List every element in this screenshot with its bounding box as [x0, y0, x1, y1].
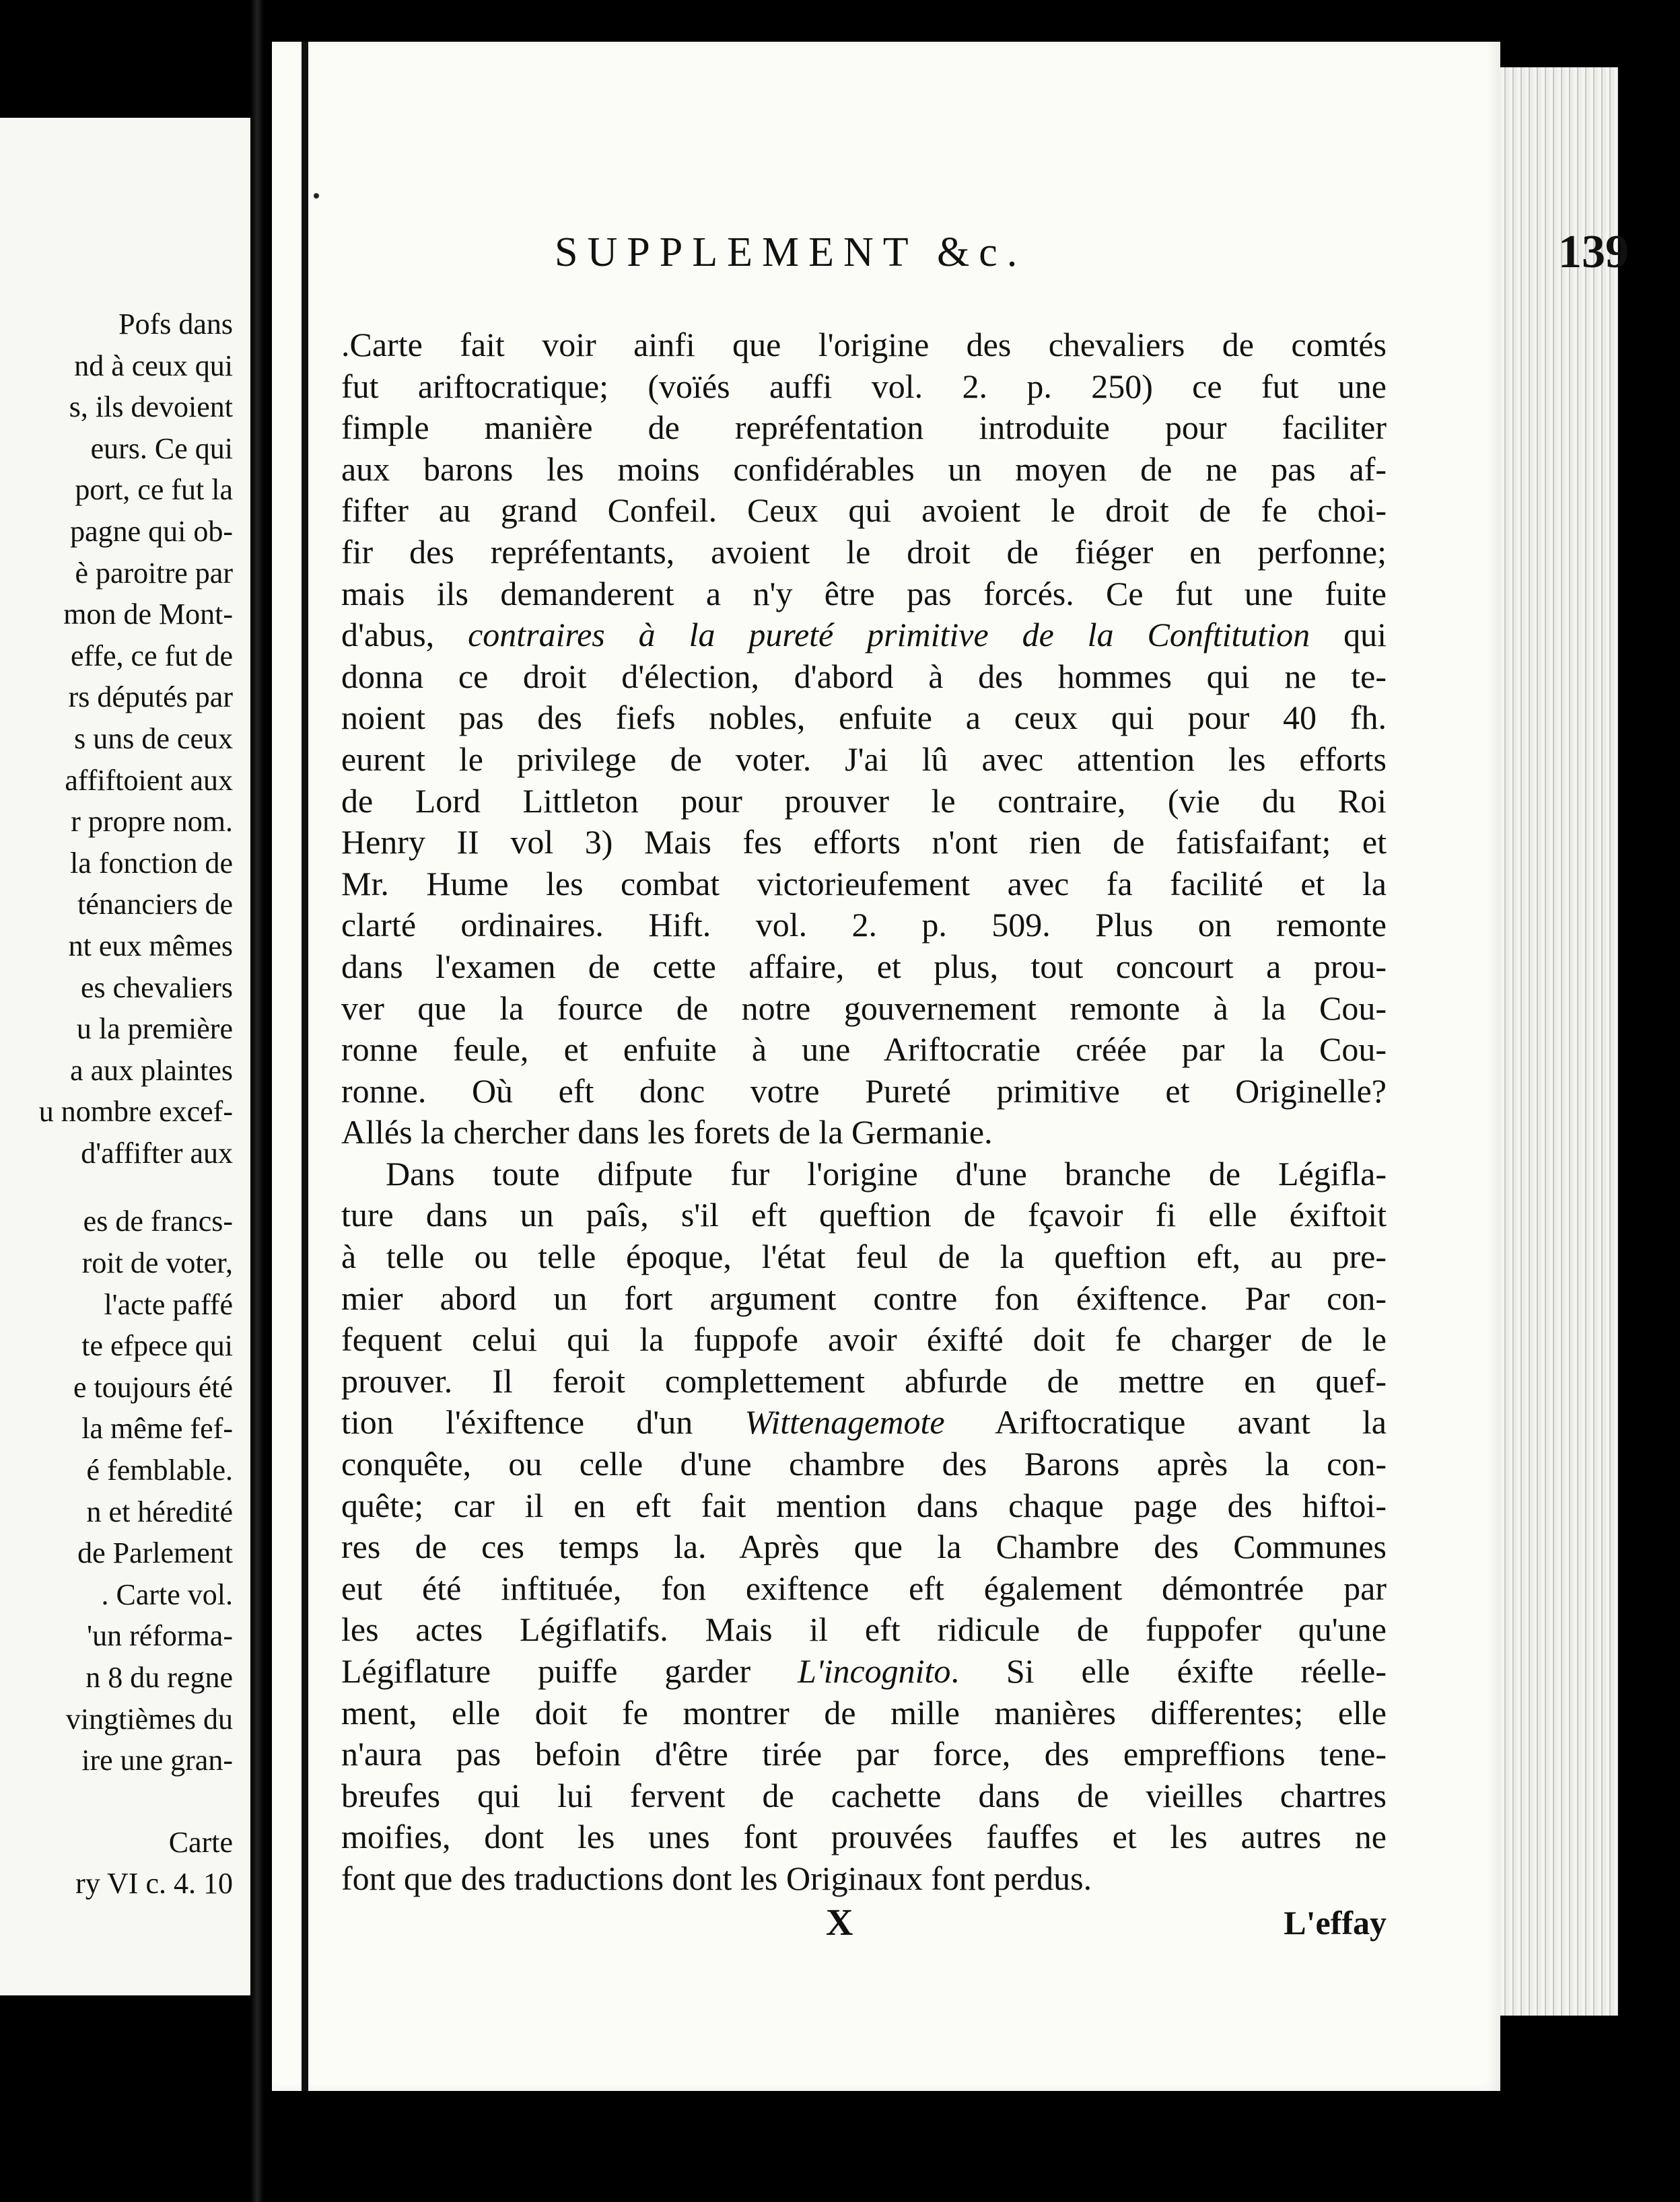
text-line: ture dans un paîs, s'il eft queftion de fçavoir fi elle éxiftoit	[341, 1196, 1387, 1234]
running-header	[555, 215, 1629, 289]
left-page-line: 'un réforma-	[87, 1619, 233, 1653]
ink-speck	[314, 193, 319, 199]
left-page-line: Pofs dans	[118, 308, 233, 341]
text-line: ment, elle doit fe montrer de mille manières differentes; elle	[341, 1693, 1387, 1732]
signature-mark: X	[826, 1902, 853, 1944]
left-page-line: r propre nom.	[71, 805, 233, 839]
italic-phrase: Wittenagemote	[744, 1403, 945, 1442]
page-binding-shadow	[302, 42, 308, 2091]
left-page-line: u nombre excef-	[38, 1095, 233, 1129]
running-title: SUPPLEMENT &c.	[555, 229, 1027, 275]
text-line: fifter au grand Confeil. Ceux qui avoient le droit de fe choi-	[341, 491, 1387, 530]
left-page-line: a aux plaintes	[70, 1053, 233, 1087]
left-page-line: è paroitre par	[75, 556, 233, 590]
text-line: ronne. Où eft donc votre Pureté primitive et Originelle?	[341, 1071, 1387, 1110]
left-page-line: vingtièmes du	[65, 1702, 233, 1736]
left-page-line: port, ce fut la	[75, 473, 233, 507]
left-page-line: affiftoient aux	[65, 763, 233, 797]
catchword: L'effay	[1284, 1904, 1387, 1942]
left-page-line: nd à ceux qui	[74, 349, 233, 382]
left-page-line: te efpece qui	[81, 1329, 233, 1363]
text-line: quête; car il en eft fait mention dans chaque page des hiftoi-	[341, 1486, 1387, 1524]
text-line: mais ils demanderent a n'y être pas forcés. Ce fut une fuite	[341, 574, 1387, 612]
italic-phrase: L'incognito	[798, 1652, 951, 1690]
left-page-line: nt eux mêmes	[68, 929, 233, 962]
text-line: de Lord Littleton pour prouver le contraire, (vie du Roi	[341, 781, 1387, 820]
left-page-line: é femblable.	[86, 1454, 233, 1487]
page-footer	[341, 1899, 1387, 1946]
text-line: fut ariftocratique; (voïés auffi vol. 2. p. 250) ce fut une	[341, 367, 1387, 405]
text-line: eut été inftituée, fon exiftence eft également démontrée par	[341, 1569, 1387, 1607]
text-line: font que des traductions dont les Originaux font perdus.	[341, 1859, 1092, 1897]
text-line: donna ce droit d'élection, d'abord à des hommes qui ne te-	[341, 657, 1387, 695]
left-page-line: pagne qui ob-	[70, 514, 233, 548]
book-gutter	[250, 0, 264, 2202]
text-line: les actes Légiflatifs. Mais il eft ridicule de fuppofer qu'une	[341, 1610, 1387, 1649]
text-line: fir des repréfentants, avoient le droit de fiéger en perfonne;	[341, 532, 1387, 571]
text-line: ronne feule, et enfuite à une Ariftocratie créée par la Cou-	[341, 1030, 1387, 1069]
text-line: conquête, ou celle d'une chambre des Barons après la con-	[341, 1445, 1387, 1483]
left-page-line: s uns de ceux	[74, 721, 233, 755]
text-line: ver que la fource de notre gouvernement remonte à la Cou-	[341, 989, 1387, 1027]
text-line: mier abord un fort argument contre fon éxiftence. Par con-	[341, 1279, 1387, 1317]
left-page-catchword: Carte	[168, 1825, 233, 1859]
left-page-line: e toujours été	[73, 1370, 233, 1404]
text-line: dans l'examen de cette affaire, et plus, tout concourt a prou-	[341, 947, 1387, 985]
text-line: Allés la chercher dans les forets de la Germanie.	[341, 1113, 993, 1151]
left-page-line: la même fef-	[81, 1412, 233, 1446]
body-text	[341, 324, 1387, 1900]
text-line: aux barons les moins confidérables un moyen de ne pas af-	[341, 450, 1387, 488]
left-page-line	[0, 1174, 250, 1201]
left-page-line: de Parlement	[77, 1536, 233, 1570]
left-page-line: . Carte vol.	[101, 1577, 233, 1611]
text-line: .Carte fait voir ainfi que l'origine des chevaliers de comtés	[341, 326, 1387, 363]
left-page-line: la fonction de	[70, 846, 233, 880]
text-line: fequent celui qui la fuppofe avoir éxifté doit fe charger de le	[341, 1320, 1387, 1359]
text-line: fimple manière de repréfentation introduite pour faciliter	[341, 409, 1387, 447]
italic-phrase: contraires à la pureté primitive de la Conftitution	[468, 616, 1310, 654]
text-line: noient pas des fiefs nobles, enfuite a ceux qui pour 40 fh.	[341, 699, 1387, 737]
left-page-line: d'affifter aux	[81, 1136, 233, 1170]
left-page-line: effe, ce fut de	[70, 639, 233, 672]
text-line: tion l'éxiftence d'un Wittenagemote Ariftocratique avant la	[341, 1403, 1387, 1442]
text-line: Dans toute difpute fur l'origine d'une branche de Légifla-	[386, 1154, 1387, 1193]
text-line: moifies, dont les unes font prouvées fauffes et les autres ne	[341, 1818, 1387, 1856]
left-page-line: u la première	[76, 1012, 233, 1046]
text-line: à telle ou telle époque, l'état feul de la queftion eft, au pre-	[341, 1238, 1387, 1276]
left-page-line: eurs. Ce qui	[90, 431, 233, 465]
left-page-line: n 8 du regne	[85, 1661, 233, 1694]
left-page-line: mon de Mont-	[63, 598, 233, 631]
text-line: clarté ordinaires. Hift. vol. 2. p. 509. Plus on remonte	[341, 906, 1387, 944]
text-line: prouver. Il feroit complettement abfurde de mettre en quef-	[341, 1361, 1387, 1400]
text-line: Henry II vol 3) Mais fes efforts n'ont rien de fatisfaifant; et	[341, 823, 1387, 861]
text-line: breufes qui lui fervent de cachette dans de vieilles chartres	[341, 1776, 1387, 1814]
text-line: eurent le privilege de voter. J'ai lû avec attention les efforts	[341, 740, 1387, 778]
text-line: Légiflature puiffe garder L'incognito. Si elle éxifte réelle-	[341, 1652, 1387, 1690]
left-page-footnote: ry VI c. 4. 10	[75, 1867, 233, 1901]
text-line: res de ces temps la. Après que la Chambre des Communes	[341, 1528, 1387, 1566]
left-page-line: n et héredité	[86, 1495, 233, 1528]
text-line: Mr. Hume les combat victorieufement avec fa facilité et la	[341, 864, 1387, 902]
left-page-line: es chevaliers	[81, 970, 233, 1004]
left-page-line: es de francs-	[83, 1205, 233, 1238]
left-page-line: s, ils devoient	[69, 390, 233, 424]
left-page-line: l'acte paffé	[104, 1287, 233, 1321]
text-line: n'aura pas befoin d'être tirée par force, des empreffions tene-	[341, 1735, 1387, 1773]
left-page-line: rs députés par	[68, 680, 233, 714]
left-page-line: roit de voter,	[81, 1246, 233, 1280]
left-page-line: ire une gran-	[81, 1744, 233, 1777]
text-line: d'abus, contraires à la pureté primitive de la Conftitution qui	[341, 616, 1387, 654]
left-page-fragment	[0, 118, 250, 1995]
left-page-text	[0, 304, 250, 1905]
page-number: 139	[1558, 226, 1629, 278]
right-page	[272, 42, 1629, 2091]
left-page-line: ténanciers de	[77, 888, 233, 921]
